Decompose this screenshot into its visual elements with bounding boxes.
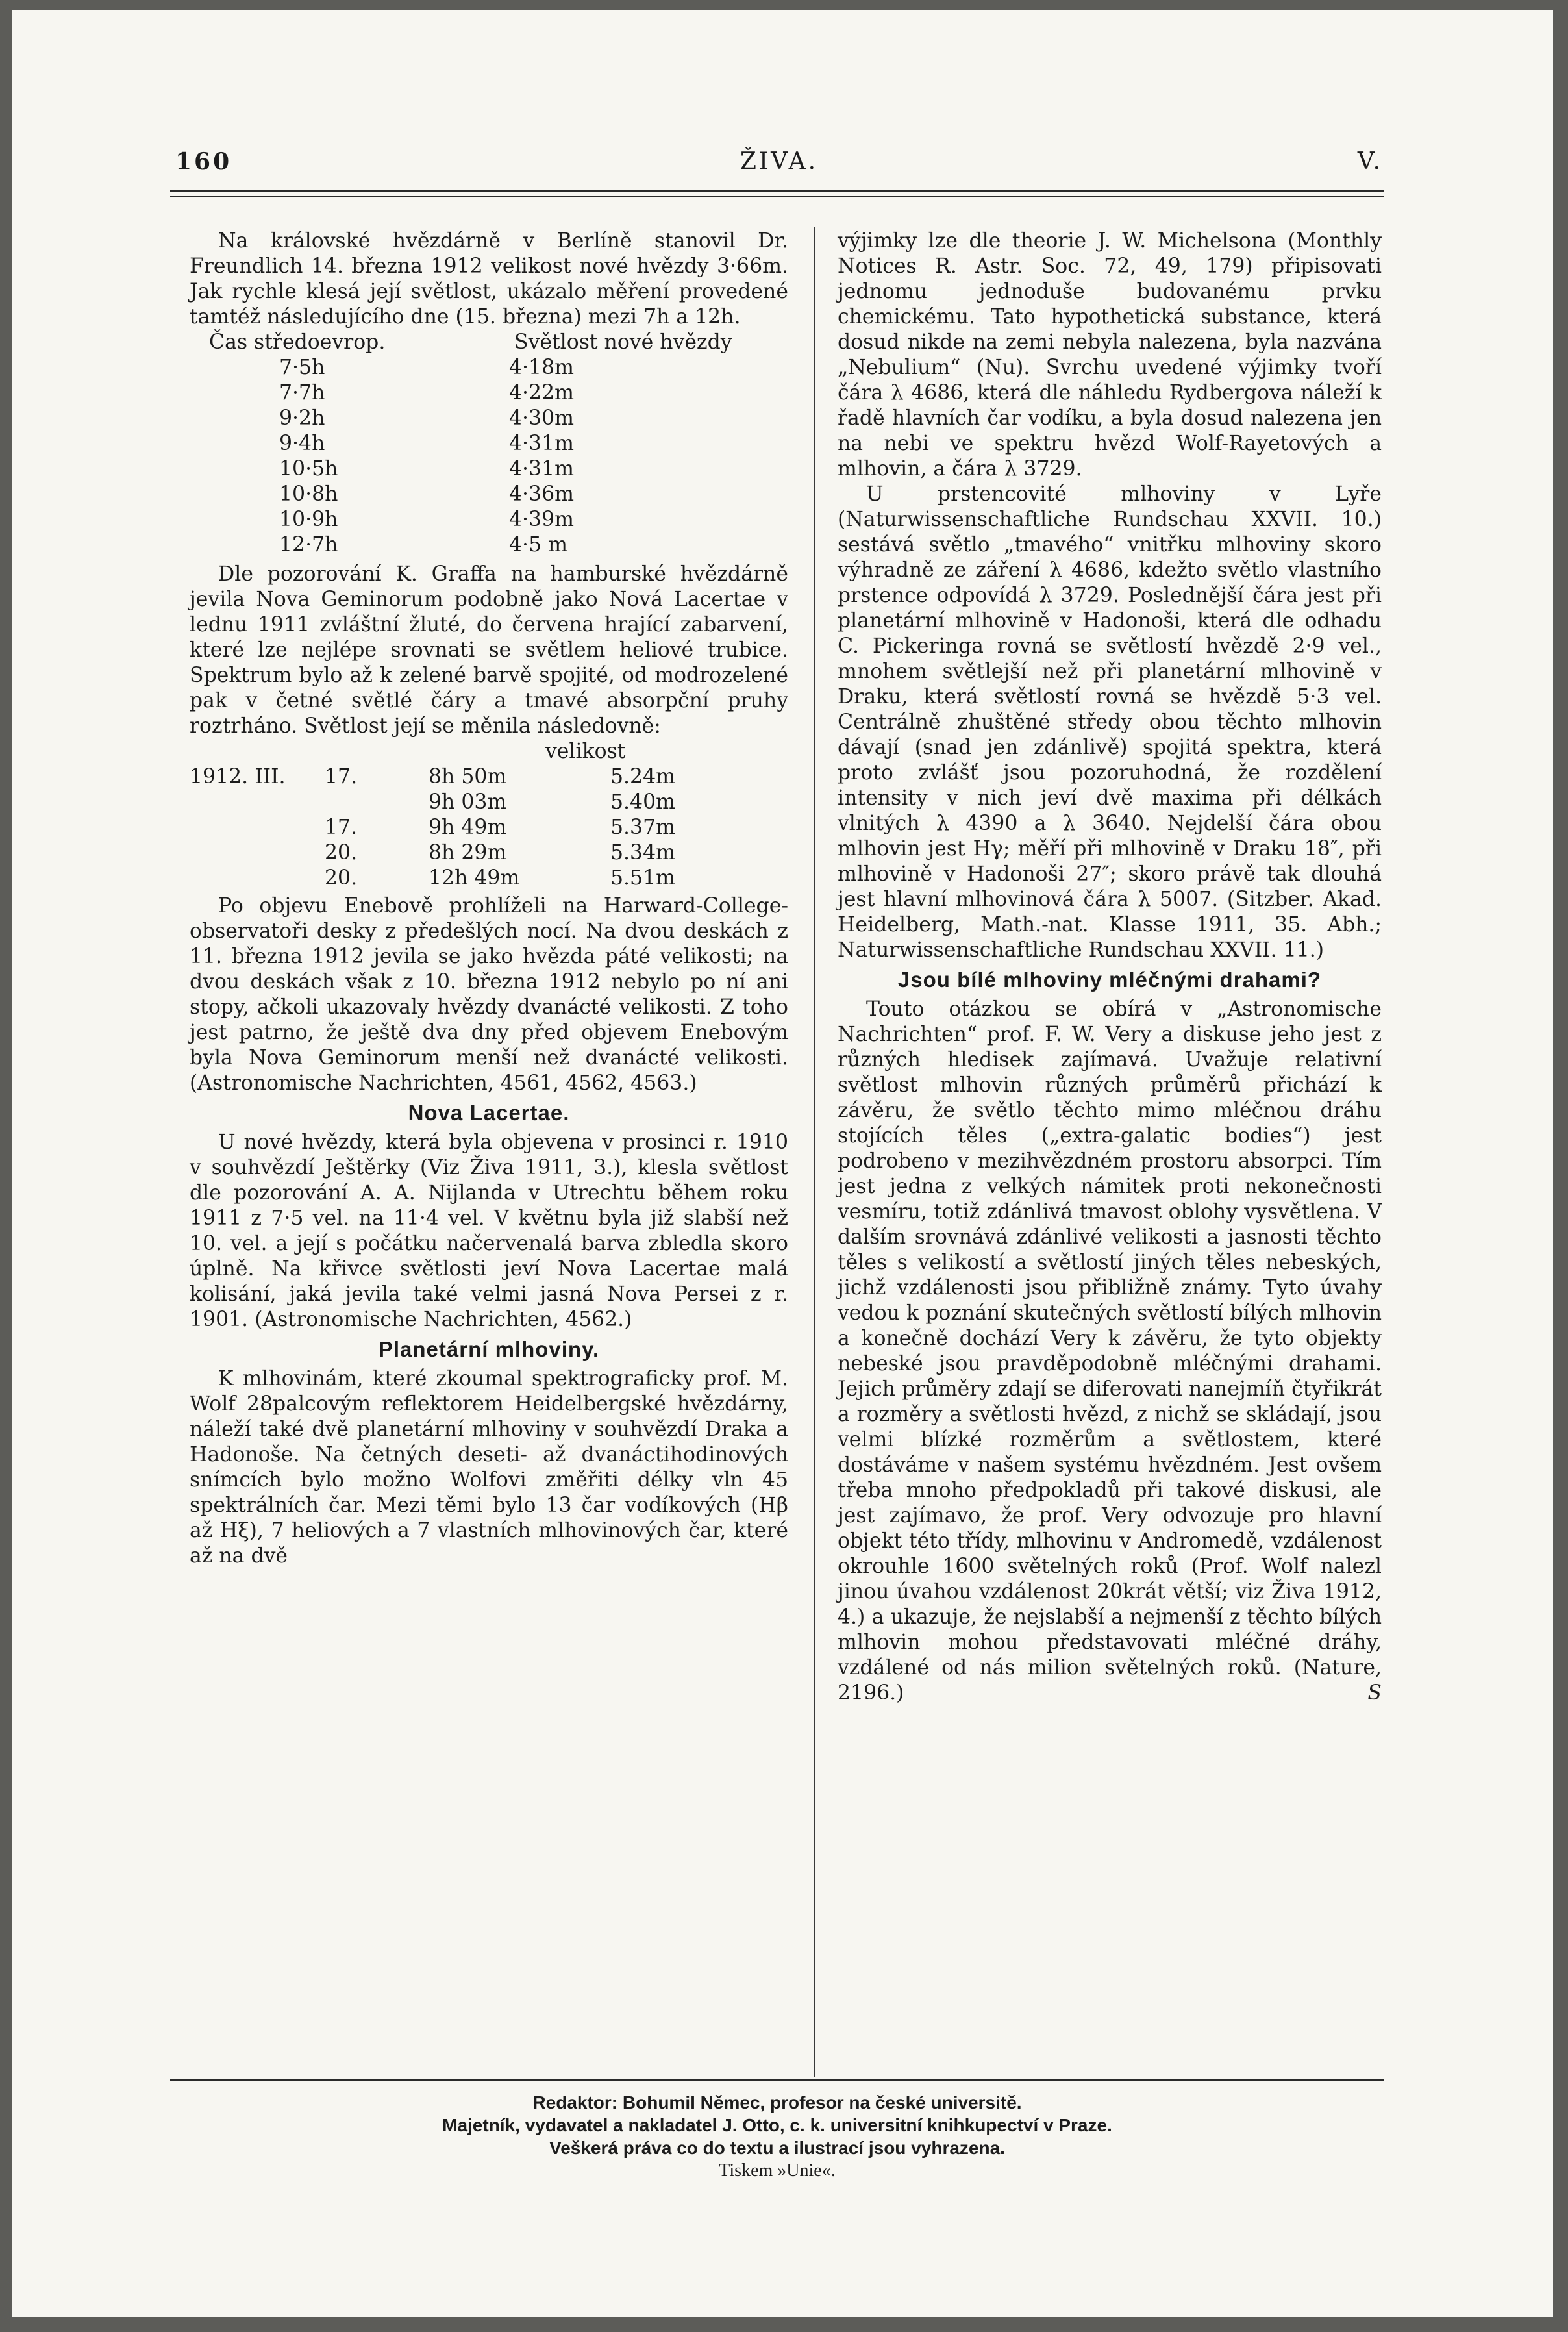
column-divider [814,227,815,2077]
table-row: 20. 8h 29m 5.34m [325,841,676,864]
publisher-line: Majetník, vydavatel a nakladatel J. Otto, c. k. universitní knihkupectví v Praze. [442,2115,1112,2135]
right-column [838,229,1382,1706]
imprint-footer [170,2091,1384,2182]
table-row: 9·2h 4·30m [279,407,575,430]
paragraph: výjimky lze dle theorie J. W. Michelsona (Monthly Notices R. Astr. Soc. 72, 49, 179) připisovati jednomu jednoduše budovanému prvku chemickému. Tato hypothetická substance, která dosud nikde na zemi nebyla nalezena, byla nazvána „Nebulium“ (Nu). Svrchu uvedené výjimky tvoří čára λ 4686, která dle náhledu Rydbergova náleží k řadě hlavních čar vodíku, a byla dosud nalezena jen na nebi ve spektru hvězd Wolf-Rayetových a mlhovin, a čára λ 3729. [838,229,1382,481]
footer-rule [170,2079,1384,2081]
header-rule [170,190,1384,192]
paragraph: K mlhovinám, které zkoumal spektrograficky prof. M. Wolf 28palcovým reflektorem Heidelbergské hvězdárny, náleží také dvě planetární mlhoviny v souhvězdí Draka a Hadonoše. Na četných deseti- až dvanáctihodinových snímcích bylo možno Wolfovi změřiti délky vln 45 spektrálních čar. Mezi těmi bylo 13 čar vodíkových (Hβ až Hξ), 7 heliových a 7 vlastních mlhovinových čar, které až na dvě [190,1367,788,1568]
paragraph [838,997,1382,1706]
table-header [190,330,788,355]
section-heading: Planetární mlhoviny. [378,1337,600,1361]
table-row: 10·9h 4·39m [279,508,575,531]
table-row: 20. 12h 49m 5.51m [325,866,676,890]
table-header-cell: Světlost nové hvězdy [514,331,732,354]
rights-line: Veškerá práva co do textu a ilustrací jsou vyhrazena. [549,2138,1005,2158]
paragraph: Dle pozorování K. Graffa na hamburské hvězdárně jevila Nova Geminorum podobně jako Nová Lacertae v lednu 1911 zvláštní žluté, do červena hrající zabarvení, které lze nejlépe srovnati se světlem heliové trubice. Spektrum bylo až k zelené barvě spojité, od modrozelené pak v četné světlé čáry a tmavé absorpční pruhy roztrháno. Světlost její se měnila následovně: [190,562,788,738]
paragraph-text: Touto otázkou se obírá v „Astronomische Nachrichten“ prof. F. W. Very a diskuse jeho jest z různých hledisek zajímavá. Uvažuje relativní světlost mlhovin různých průměrů přichází k závěru, že světlo těchto mimo mléčnou dráhu stojících těles („extra-galatic bodies“) jest podrobeno v mezihvězdném prostoru absorpci. Tím jest jedna z velkých námitek proti nekonečnosti vesmíru, totiž zdánlivá tmavost oblohy vysvětlena. V dalším srovnává zdánlivé velikosti a jasnosti těchto těles s velikostí a světlostí jiných těles nebeských, jichž vzdálenosti jsou přibližně známy. Tyto úvahy vedou k poznání skutečných světlostí bílých mlhovin a konečně dochází Very k závěru, že tyto objekty nebeské jsou pravděpodobně mléčnými drahami. Jejich průměry zdají se diferovati nanejmíň čtyřikrát a rozměry a světlosti hvězd, z nichž se skládají, jsou velmi blízké rozměrům a světlostem, které dostáváme v našem systému hvězdném. Jest ovšem třeba mnoho předpokladů při takové diskusi, ale jest zajímavo, že prof. Very odvozuje pro hlavní objekt této třídy, mlhovinu v Andromedě, vzdálenost okrouhle 1600 světelných roků (Prof. Wolf nalezl jinou úvahou vzdálenost 20krát větší; viz Živa 1912, 4.) a ukazuje, že nejslabší a nejmenší z těchto bílých mlhovin mohou představovati mléčné dráhy, vzdálené od nás milion světelných roků. (Nature, 2196.) [838,997,1382,1705]
table-row: 9h 03m 5.40m [429,790,676,814]
section-heading: Jsou bílé mlhoviny mléčnými drahami? [897,968,1322,992]
running-header [175,148,1383,187]
author-signature: S [1367,1681,1382,1705]
table-header-cell: Čas středoevrop. [209,331,386,354]
header-rule-thin [170,196,1384,197]
table-row: 10·5h 4·31m [279,457,575,481]
table-row: 7·7h 4·22m [279,381,575,405]
left-column [190,229,788,1569]
observation-table-header: velikost [545,740,626,763]
paragraph: Po objevu Enebově prohlíželi na Harward-College-observatoři desky z předešlých nocí. Na dvou deskách z 11. března 1912 jevila se jako hvězda páté velikosti; na dvou deskách však z 10. března 1912 nebylo po ní ani stopy, ačkoli ukazovaly hvězdy dvanácté velikosti. Z toho jest patrno, že ještě dva dny před objevem Enebovým byla Nova Geminorum menší než dvanácté velikosti. (Astronomische Nachrichten, 4561, 4562, 4563.) [190,894,788,1095]
journal-title: ŽIVA. [740,148,819,175]
volume-number: V. [1357,148,1383,175]
paragraph: U nové hvězdy, která byla objevena v prosinci r. 1910 v souhvězdí Ještěrky (Viz Živa 1911, 3.), klesla světlost dle pozorování A. A. Nijlanda v Utrechtu během roku 1911 z 7·5 vel. na 11·4 vel. V květnu byla již slabší než 10. vel. a její s počátku načervenalá barva zbledla skoro úplně. Na křivce světlosti jeví Nova Lacertae malá kolisání, jaká jevila také velmi jasná Nova Persei z r. 1901. (Astronomische Nachrichten, 4562.) [190,1131,788,1331]
editor-line: Redaktor: Bohumil Němec, profesor na české universitě. [532,2092,1022,2113]
paragraph: Na královské hvězdárně v Berlíně stanovil Dr. Freundlich 14. března 1912 velikost nové hvězdy 3·66m. Jak rychle klesá její světlost, ukázalo měření provedené tamtéž následujícího dne (15. března) mezi 7h a 12h. [190,229,788,329]
table-row: 7·5h 4·18m [279,356,575,379]
observation-table [190,764,727,891]
paragraph: U prstencovité mlhoviny v Lyře (Naturwissenschaftliche Rundschau XXVII. 10.) sestává světlo „tmavého“ vnitřku mlhoviny skoro výhradně ze záření λ 4686, kdežto světlo vlastního prstence odpovídá λ 3729. Poslednější čára jest při planetární mlhovině v Hadonoši, která dle odhadu C. Pickeringa rovná se světlostí hvězdě 2·9 vel., mnohem světlejší než při planetární mlhovině v Draku, která světlostí rovná se hvězdě 5·3 vel. Centrálně zhuštěné středy obou těchto mlhovin dávají (snad jen zdánlivě) spojitá spektra, která proto zvlášť jsou pozoruhodná, že rozdělení intensity v nich jeví dvě maxima při délkách vlnitých λ 4390 a λ 3640. Nejdelší čára obou mlhovin jest Hγ; měří při mlhovině v Draku 18″, při mlhovině v Hadonoši 27″; skoro právě tak dlouhá jest hlavní mlhovinová čára λ 5007. (Sitzber. Akad. Heidelberg, Math.-nat. Klasse 1911, 35. Abh.; Naturwissenschaftliche Rundschau XXVII. 11.) [838,483,1382,962]
section-heading: Nova Lacertae. [408,1101,570,1125]
table-row: 17. 9h 49m 5.37m [325,816,676,839]
table-row: 1912. III. 17. 8h 50m 5.24m [190,765,676,788]
brightness-table [190,355,691,558]
printer-line: Tiskem »Unie«. [719,2161,836,2181]
table-row: 12·7h 4·5 m [279,533,567,557]
table-row: 9·4h 4·31m [279,432,575,455]
table-row: 10·8h 4·36m [279,483,575,506]
page-number: 160 [175,148,232,175]
